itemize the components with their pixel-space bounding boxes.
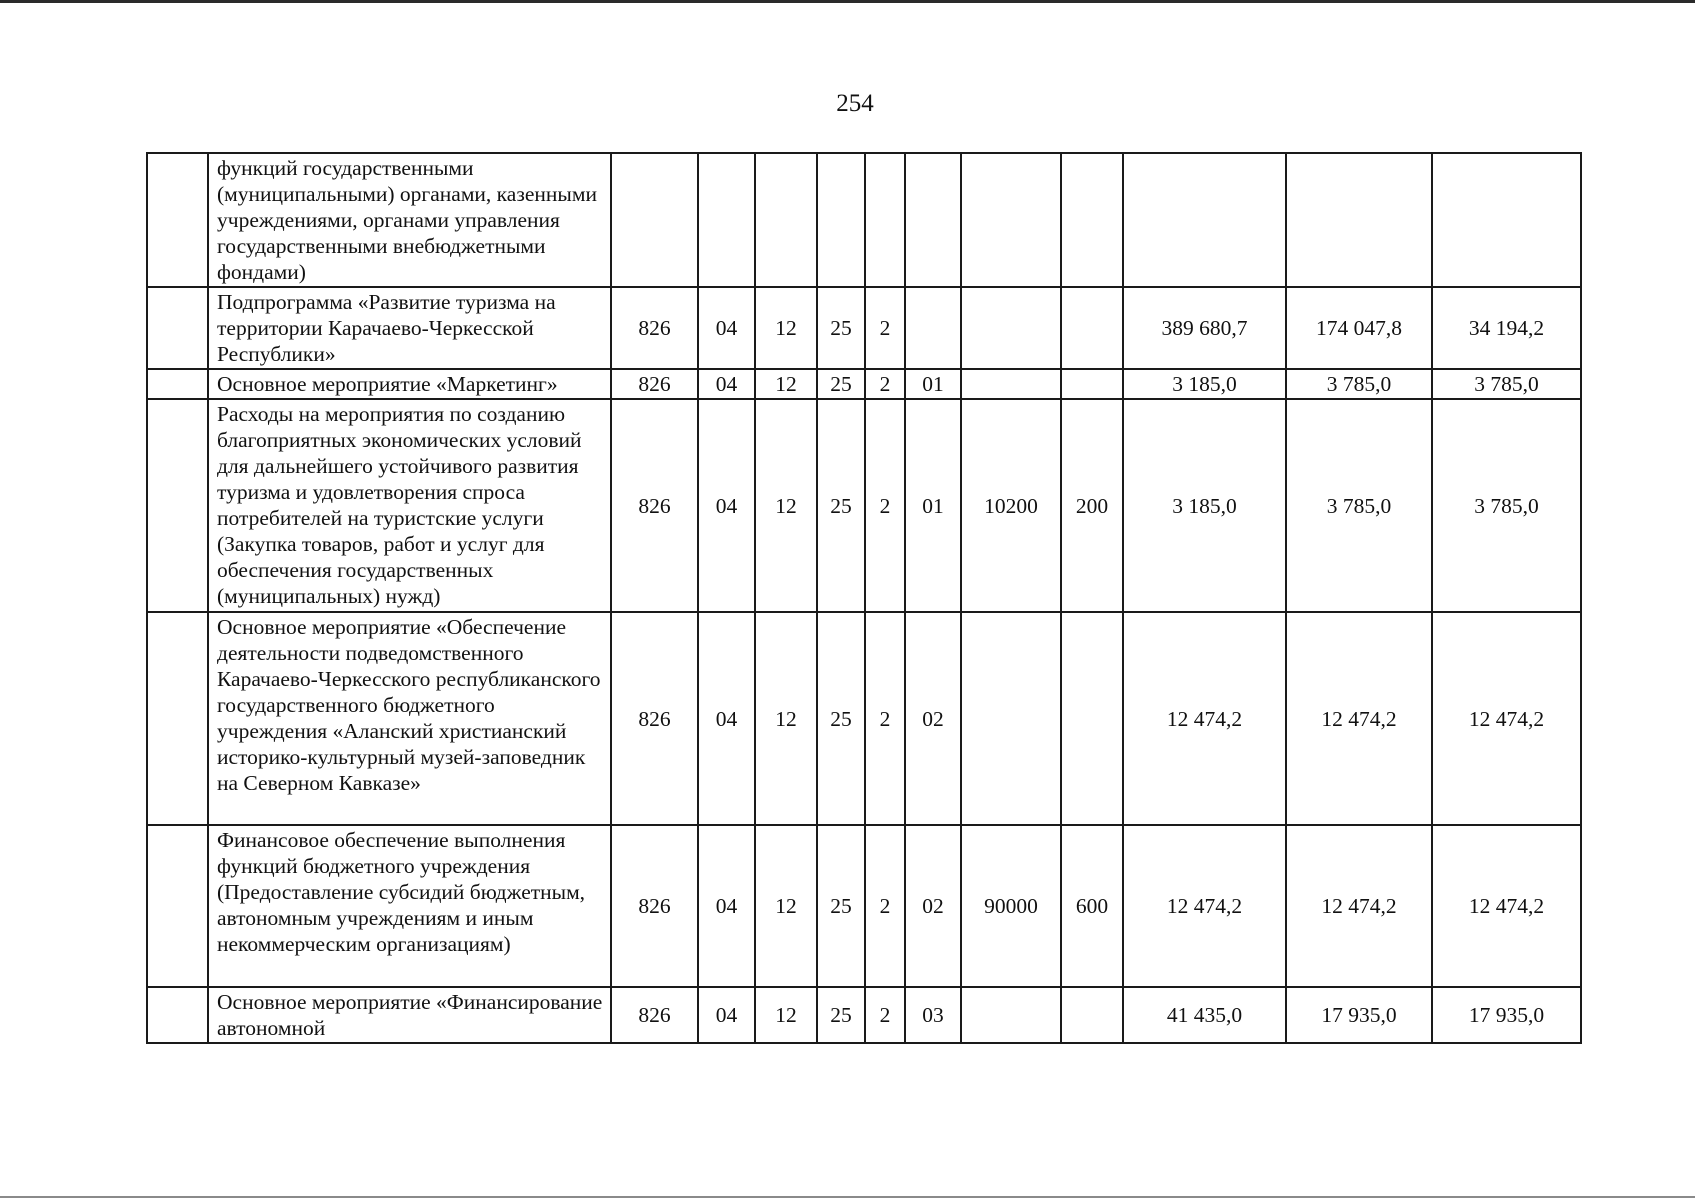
- amount-year-2-cell: 3 785,0: [1286, 399, 1432, 612]
- subprogram-code-cell: 2: [865, 287, 905, 369]
- amount-year-2-cell: [1286, 153, 1432, 287]
- amount-year-1-cell: 3 185,0: [1123, 399, 1286, 612]
- section-code-cell: 04: [698, 287, 755, 369]
- department-code-cell: 826: [611, 825, 698, 987]
- amount-year-2-cell: 12 474,2: [1286, 612, 1432, 825]
- row-number-cell: [147, 399, 208, 612]
- expense-type-code-cell: [1061, 287, 1123, 369]
- item-name-cell: Расходы на мероприятия по созданию благоприятных экономических условий для дальнейшего устойчивого развития туризма и удовлетворения спроса потребителей на туристские услуги (Закупка товаров, работ и услуг для обеспечения государственных (муниципальных) нужд): [208, 399, 611, 612]
- amount-year-1-cell: [1123, 153, 1286, 287]
- direction-code-cell: 10200: [961, 399, 1061, 612]
- program-code-cell: 25: [817, 987, 865, 1043]
- amount-year-3-cell: [1432, 153, 1581, 287]
- amount-year-1-cell: 3 185,0: [1123, 369, 1286, 399]
- direction-code-cell: [961, 612, 1061, 825]
- amount-year-3-cell: 12 474,2: [1432, 825, 1581, 987]
- expense-type-code-cell: 200: [1061, 399, 1123, 612]
- program-code-cell: 25: [817, 612, 865, 825]
- expense-type-code-cell: [1061, 612, 1123, 825]
- expense-type-code-cell: 600: [1061, 825, 1123, 987]
- table-row: [147, 825, 1581, 987]
- scan-top-edge: [0, 0, 1695, 3]
- section-code-cell: 04: [698, 399, 755, 612]
- row-number-cell: [147, 987, 208, 1043]
- main-activity-code-cell: 02: [905, 825, 961, 987]
- table-row: [147, 287, 1581, 369]
- amount-year-2-cell: 17 935,0: [1286, 987, 1432, 1043]
- main-activity-code-cell: [905, 287, 961, 369]
- amount-year-2-cell: 174 047,8: [1286, 287, 1432, 369]
- item-name-cell: Финансовое обеспечение выполнения функций бюджетного учреждения (Предоставление субсидий бюджетным, автономным учреждениям и иным некоммерческим организациям): [208, 825, 611, 987]
- program-code-cell: [817, 153, 865, 287]
- table-row: [147, 399, 1581, 612]
- subsection-code-cell: 12: [755, 987, 817, 1043]
- department-code-cell: 826: [611, 612, 698, 825]
- amount-year-2-cell: 12 474,2: [1286, 825, 1432, 987]
- row-number-cell: [147, 612, 208, 825]
- table-row: [147, 153, 1581, 287]
- budget-table: [146, 152, 1582, 1044]
- main-activity-code-cell: [905, 153, 961, 287]
- program-code-cell: 25: [817, 825, 865, 987]
- main-activity-code-cell: 01: [905, 399, 961, 612]
- table-row: [147, 612, 1581, 825]
- direction-code-cell: [961, 287, 1061, 369]
- subsection-code-cell: 12: [755, 612, 817, 825]
- program-code-cell: 25: [817, 369, 865, 399]
- subprogram-code-cell: 2: [865, 987, 905, 1043]
- subprogram-code-cell: 2: [865, 612, 905, 825]
- row-number-cell: [147, 287, 208, 369]
- amount-year-3-cell: 3 785,0: [1432, 369, 1581, 399]
- amount-year-3-cell: 34 194,2: [1432, 287, 1581, 369]
- section-code-cell: 04: [698, 825, 755, 987]
- section-code-cell: 04: [698, 612, 755, 825]
- amount-year-3-cell: 17 935,0: [1432, 987, 1581, 1043]
- item-name-cell: Основное мероприятие «Маркетинг»: [208, 369, 611, 399]
- direction-code-cell: [961, 153, 1061, 287]
- direction-code-cell: 90000: [961, 825, 1061, 987]
- expense-type-code-cell: [1061, 153, 1123, 287]
- table-row: [147, 987, 1581, 1043]
- row-number-cell: [147, 369, 208, 399]
- expense-type-code-cell: [1061, 987, 1123, 1043]
- amount-year-1-cell: 41 435,0: [1123, 987, 1286, 1043]
- row-number-cell: [147, 825, 208, 987]
- amount-year-3-cell: 12 474,2: [1432, 612, 1581, 825]
- amount-year-1-cell: 12 474,2: [1123, 825, 1286, 987]
- amount-year-1-cell: 389 680,7: [1123, 287, 1286, 369]
- program-code-cell: 25: [817, 287, 865, 369]
- expense-type-code-cell: [1061, 369, 1123, 399]
- amount-year-3-cell: 3 785,0: [1432, 399, 1581, 612]
- amount-year-1-cell: 12 474,2: [1123, 612, 1286, 825]
- subprogram-code-cell: 2: [865, 369, 905, 399]
- amount-year-2-cell: 3 785,0: [1286, 369, 1432, 399]
- department-code-cell: 826: [611, 369, 698, 399]
- row-number-cell: [147, 153, 208, 287]
- direction-code-cell: [961, 987, 1061, 1043]
- program-code-cell: 25: [817, 399, 865, 612]
- item-name-cell: функций государственными (муниципальными) органами, казенными учреждениями, органами управления государственными внебюджетными фондами): [208, 153, 611, 287]
- direction-code-cell: [961, 369, 1061, 399]
- item-name-cell: Основное мероприятие «Финансирование автономной: [208, 987, 611, 1043]
- subprogram-code-cell: 2: [865, 399, 905, 612]
- item-name-cell: Подпрограмма «Развитие туризма на территории Карачаево-Черкесской Республики»: [208, 287, 611, 369]
- subsection-code-cell: [755, 153, 817, 287]
- table-row: [147, 369, 1581, 399]
- subsection-code-cell: 12: [755, 287, 817, 369]
- subprogram-code-cell: 2: [865, 825, 905, 987]
- section-code-cell: [698, 153, 755, 287]
- section-code-cell: 04: [698, 987, 755, 1043]
- section-code-cell: 04: [698, 369, 755, 399]
- item-name-cell: Основное мероприятие «Обеспечение деятельности подведомственного Карачаево-Черкесского республиканского государственного бюджетного учреждения «Аланский христианский историко-культурный музей-заповедник на Северном Кавказе»: [208, 612, 611, 825]
- subsection-code-cell: 12: [755, 369, 817, 399]
- subsection-code-cell: 12: [755, 399, 817, 612]
- subsection-code-cell: 12: [755, 825, 817, 987]
- page-number: 254: [836, 90, 874, 117]
- department-code-cell: 826: [611, 399, 698, 612]
- department-code-cell: 826: [611, 287, 698, 369]
- subprogram-code-cell: [865, 153, 905, 287]
- main-activity-code-cell: 03: [905, 987, 961, 1043]
- main-activity-code-cell: 01: [905, 369, 961, 399]
- department-code-cell: [611, 153, 698, 287]
- main-activity-code-cell: 02: [905, 612, 961, 825]
- scan-bottom-edge: [0, 1196, 1695, 1198]
- department-code-cell: 826: [611, 987, 698, 1043]
